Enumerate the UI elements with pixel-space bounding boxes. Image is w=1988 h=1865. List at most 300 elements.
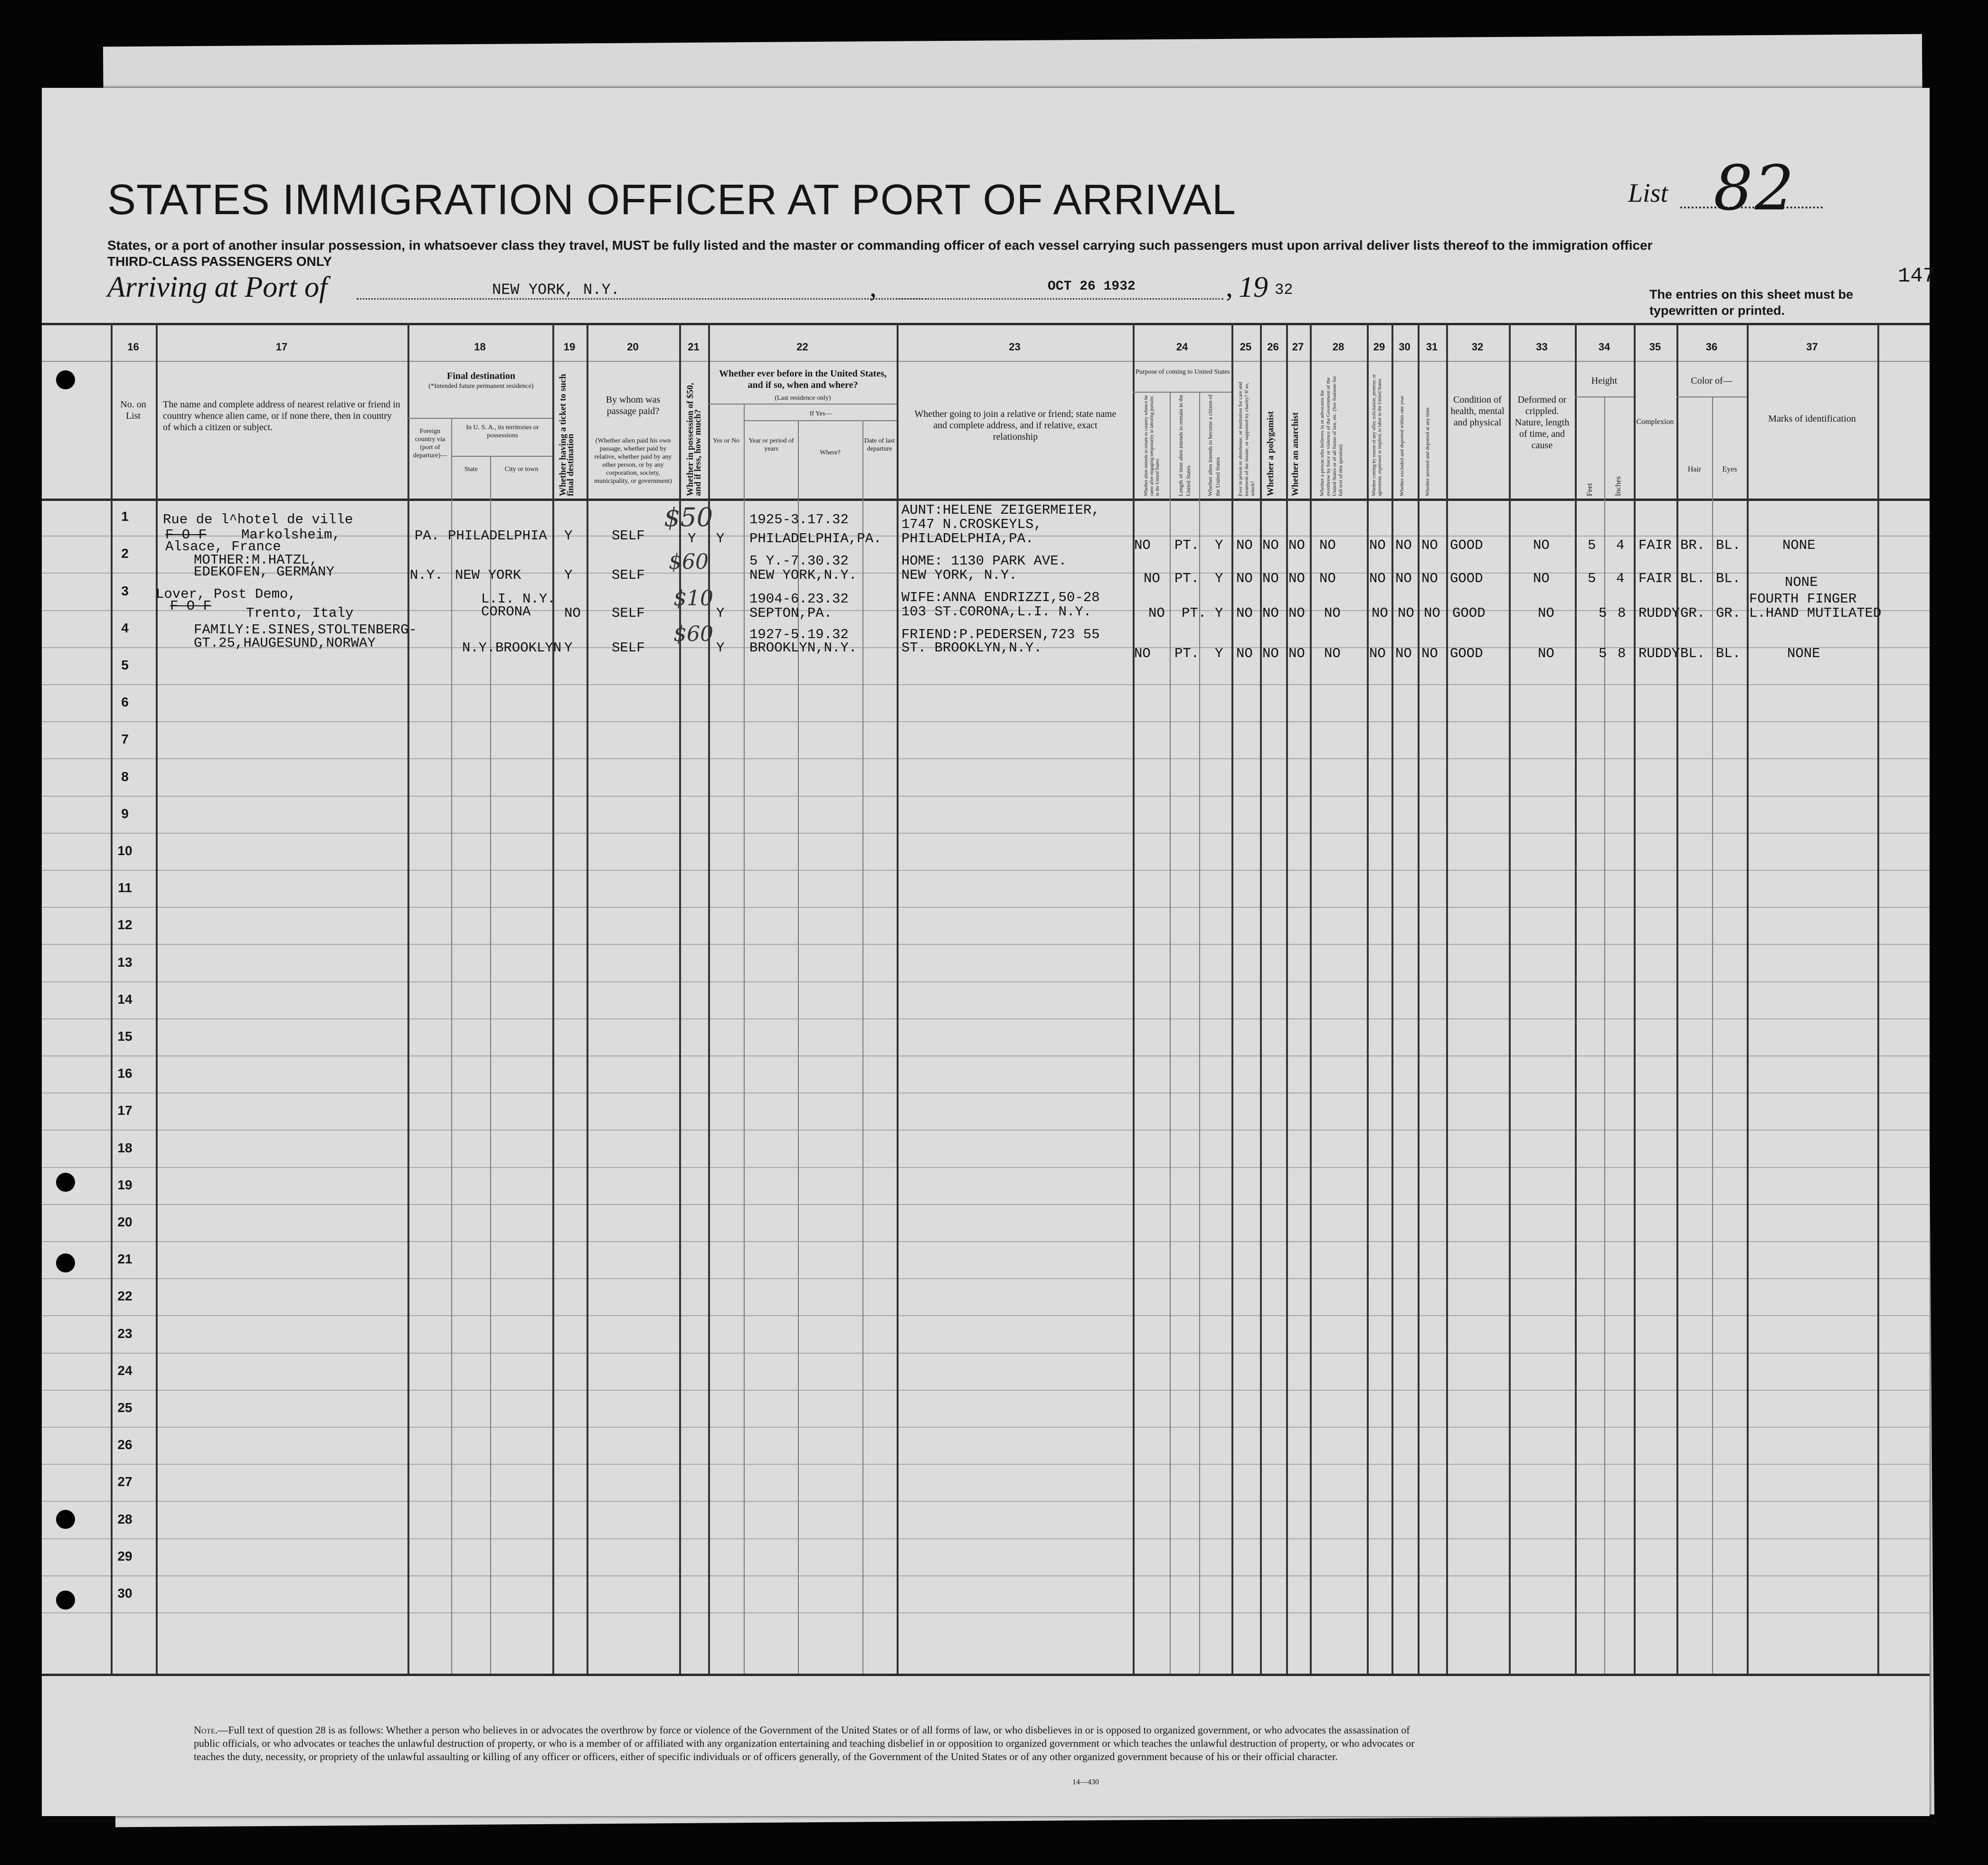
eye-color: BL.: [1716, 571, 1741, 586]
dest-city: PHILADELPHIA: [448, 528, 547, 544]
join-line-1: AUNT:HELENE ZEIGERMEIER,: [901, 502, 1100, 518]
ticket: Y: [564, 567, 573, 583]
col-rule: [1170, 392, 1171, 1674]
dest-state: PA.: [415, 528, 440, 544]
subhead-rule: [1575, 396, 1634, 397]
col-rule: [1199, 392, 1200, 1674]
col-30: NO: [1398, 605, 1414, 621]
health: GOOD: [1452, 605, 1486, 621]
identification-marks-line-2: L.HAND MUTILATED: [1749, 605, 1882, 621]
header-polygamist: Whether a polygamist: [1266, 411, 1276, 496]
col-28: NO: [1319, 537, 1336, 553]
length-of-stay: PT.: [1182, 605, 1207, 621]
row-rule: [42, 944, 1930, 945]
row-rule: [42, 1278, 1930, 1279]
header-foreign-country: Foreign country via (port of departure)—: [413, 428, 447, 459]
col-28: NO: [1324, 646, 1341, 661]
dest-state: N.Y.: [410, 567, 443, 583]
header-health: Condition of health, mental and physical: [1450, 395, 1505, 428]
row-rule: [42, 1315, 1930, 1316]
dest-state: L.I. N.Y.: [481, 591, 556, 607]
column-number: 19: [563, 341, 576, 353]
intends-citizen: Y: [1215, 605, 1223, 621]
col-26: NO: [1262, 537, 1279, 553]
period: 1927-5.19.32: [749, 627, 849, 642]
height-inches: 4: [1616, 537, 1625, 553]
row-number: 26: [117, 1437, 133, 1452]
column-number: 34: [1598, 341, 1610, 353]
header-contract-labor: Whether coming by reason of any offer, solicitation, promise, or agreement, expressed or implied, to labor in the United States: [1372, 374, 1382, 496]
complexion: FAIR: [1638, 571, 1672, 586]
complexion: RUDDY: [1638, 605, 1680, 621]
header-passage-paid-sub: (Whether alien paid his own passage, whether paid by relative, whether paid by any other person, or by any corporation, society, municipality, or government): [594, 437, 672, 485]
row-rule: [42, 1538, 1930, 1539]
join-line-1: FRIEND:P.PEDERSEN,723 55: [901, 627, 1100, 642]
health: GOOD: [1450, 646, 1483, 661]
col-29: NO: [1369, 537, 1386, 553]
column-number: 16: [127, 341, 139, 353]
intends-return: NO: [1144, 571, 1160, 586]
typewritten-notice: The entries on this sheet must be typewritten or printed.: [1649, 287, 1854, 318]
relative-line-2: GT.25,HAUGESUND,NORWAY: [194, 635, 376, 651]
identification-marks: NONE: [1785, 575, 1818, 590]
col-rule: [407, 323, 409, 1674]
row-number: 12: [117, 917, 133, 932]
manifest-form: [42, 323, 1930, 1747]
deformed: NO: [1538, 646, 1554, 661]
col-rule: [587, 323, 588, 1674]
ever-before: Y: [716, 531, 725, 546]
arrival-date-stamp: OCT 26 1932: [1048, 279, 1136, 294]
period: 5 Y.-7.30.32: [749, 553, 849, 569]
where: NEW YORK,N.Y.: [749, 567, 857, 583]
row-number: 3: [121, 583, 129, 598]
col-rule: [862, 420, 863, 1674]
intends-citizen: Y: [1215, 571, 1223, 586]
header-question-28: Whether a person who believes in or advocates the overthrow by force or violence of the Government of the United States or of all forms of law, etc. (See footnote for full text of this question): [1319, 376, 1344, 496]
col-rule: [1231, 323, 1233, 1674]
intends-citizen: Y: [1215, 646, 1223, 661]
header-final-destination-sub: (*Intended future permanent residence): [428, 383, 534, 390]
column-number: 33: [1536, 341, 1548, 353]
relative-line-1: Lover, Post Demo,: [156, 586, 296, 602]
col-rule: [451, 418, 452, 1674]
relative-line-3: Alsace, France: [165, 539, 281, 555]
row-number: 11: [118, 880, 132, 895]
subhead-rule: [407, 418, 552, 419]
column-number: 29: [1373, 341, 1385, 353]
eye-color: GR.: [1716, 605, 1741, 621]
join-line-1: WIFE:ANNA ENDRIZZI,50-28: [901, 590, 1100, 605]
relative-line-2: Trento, Italy: [246, 605, 354, 621]
binder-hole: [56, 1591, 75, 1610]
col-31: NO: [1421, 571, 1438, 586]
col-25: NO: [1236, 537, 1253, 553]
relative-line-1: Rue de l^hotel de ville: [163, 512, 353, 527]
hair-color: BL.: [1680, 571, 1705, 586]
row-number: 30: [117, 1586, 133, 1601]
year-suffix: 32: [1275, 281, 1293, 299]
join-line-2: ST. BROOKLYN,N.Y.: [901, 640, 1042, 656]
col-29: NO: [1372, 605, 1388, 621]
footnote-text: —Full text of question 28 is as follows: Whether a person who believes in or advocates the overthrow by force or violence of the Government of the United States or of all forms of law, or who disbelieves in or is opposed to organized government, or who advocates the assassination of public officials, or who advocates or teaches the unlawful destruction of property, or who is a member of or affiliated with any organization entertaining and teaching disbelief in or opposition to organized government or which teaches the unlawful destruction of property, or who advocates or teaches the duty, necessity, or propriety of the unlawful assaulting or killing of any officer or officers, either of specific individuals or of officers generally, of the Government of the United States or of any other organized government because of his or their official character.: [194, 1724, 1415, 1762]
row-rule: [42, 1575, 1930, 1576]
header-city: City or town: [504, 466, 539, 473]
subtitle-line-2: THIRD-CLASS PASSENGERS ONLY: [107, 254, 332, 269]
column-number: 26: [1267, 341, 1279, 353]
col-29: NO: [1369, 646, 1386, 661]
column-number: 21: [688, 341, 700, 353]
row-number: 23: [117, 1326, 133, 1341]
intends-return: NO: [1134, 646, 1151, 661]
row-number: 19: [117, 1177, 133, 1192]
header-ever-before-sub: (Last residence only): [775, 395, 831, 402]
height-inches: 4: [1616, 571, 1625, 586]
col-rule: [490, 456, 491, 1674]
header-purpose: Purpose of coming to United States: [1136, 368, 1230, 376]
subhead-rule: [1676, 396, 1747, 397]
header-final-destination: Final destination: [447, 371, 515, 381]
row-rule: [42, 684, 1930, 685]
column-number: 31: [1426, 341, 1438, 353]
binder-hole: [56, 1173, 75, 1192]
col-31: NO: [1421, 646, 1438, 661]
row-number: 18: [117, 1140, 133, 1155]
ever-before: Y: [716, 640, 725, 656]
header-bottom-rule: [42, 499, 1930, 501]
period: 1925-3.17.32: [749, 512, 849, 527]
where: BROOKLYN,N.Y.: [749, 640, 857, 656]
identification-marks: NONE: [1782, 537, 1816, 553]
header-eyes: Eyes: [1722, 465, 1737, 473]
money-handwritten: $60: [673, 622, 713, 646]
column-number: 27: [1292, 341, 1304, 353]
binder-hole: [56, 1253, 75, 1272]
ticket: NO: [564, 605, 581, 621]
row-number: 9: [121, 806, 129, 821]
col-26: NO: [1262, 646, 1279, 661]
join-line-1: HOME: 1130 PARK AVE.: [901, 553, 1067, 569]
col-28: NO: [1324, 605, 1341, 621]
col-rule: [1446, 323, 1448, 1674]
col-31: NO: [1424, 605, 1440, 621]
header-no-on-list: No. on List: [120, 399, 146, 421]
height-feet: 5: [1599, 646, 1607, 661]
col-rule: [1634, 323, 1636, 1674]
identification-marks: FOURTH FINGER: [1749, 591, 1857, 607]
row-number: 10: [117, 843, 133, 858]
column-number: 32: [1471, 341, 1484, 353]
row-number: 15: [117, 1029, 133, 1044]
row-number: 8: [121, 769, 129, 784]
row-rule: [42, 833, 1930, 834]
column-number: 23: [1009, 341, 1021, 353]
col-30: NO: [1395, 537, 1412, 553]
form-top-rule: [42, 323, 1930, 325]
row-number: 6: [121, 695, 129, 710]
col-26: NO: [1262, 571, 1279, 586]
subhead-rule: [744, 420, 897, 421]
header-feet: Feet: [1586, 483, 1594, 496]
intends-return: NO: [1148, 605, 1165, 621]
column-number: 35: [1649, 341, 1661, 353]
row-rule: [42, 870, 1930, 871]
header-deformed: Deformed or crippled. Nature, length of time, and cause: [1515, 395, 1570, 451]
row-number: 28: [117, 1511, 133, 1526]
relative-struck: F O F: [165, 527, 207, 543]
identification-marks: NONE: [1787, 646, 1820, 661]
header-inches: Inches: [1614, 476, 1622, 496]
subhead-rule: [451, 456, 552, 457]
dest-city: CORONA: [481, 604, 531, 620]
column-number: 17: [275, 341, 288, 353]
col-30: NO: [1395, 571, 1412, 586]
row-number: 21: [117, 1252, 133, 1267]
col-25: NO: [1236, 571, 1253, 586]
relative-line-1: FAMILY:E.SINES,STOLTENBERG-: [194, 622, 417, 638]
join-line-3: PHILADELPHIA,PA.: [901, 531, 1034, 546]
money-handwritten: $60: [669, 550, 709, 574]
header-passage-paid: By whom was passage paid?: [606, 395, 661, 416]
passage-paid: SELF: [612, 605, 645, 621]
row-number: 7: [121, 732, 129, 747]
header-intends-return: Whether alien intends to return to country whence he came after engaging temporarily in laboring pursuits in the United States: [1144, 395, 1160, 496]
column-number: 24: [1176, 341, 1188, 353]
join-line-2: NEW YORK, N.Y.: [901, 567, 1017, 583]
list-label: List: [1628, 179, 1668, 208]
header-anarchist: Whether an anarchist: [1290, 412, 1300, 496]
row-number: 27: [117, 1474, 133, 1489]
date-dotted-line: [896, 298, 1223, 300]
passage-paid: SELF: [612, 528, 645, 544]
relative-struck: F O F: [170, 598, 212, 614]
comma-mark: ,: [1226, 271, 1233, 302]
col-rule: [1712, 396, 1713, 1674]
year-prefix: 19: [1239, 271, 1268, 303]
row-number: 16: [117, 1066, 133, 1081]
list-number: 82: [1713, 152, 1796, 224]
header-ticket: Whether having a ticket to such final destination: [558, 374, 576, 496]
row-rule: [42, 1055, 1930, 1056]
header-relative-address: The name and complete address of nearest relative or friend in country whence alien came, or if none there, then in country of which a citizen or subject.: [163, 399, 400, 433]
header-period: Year or period of years: [748, 437, 794, 452]
col-rule: [897, 323, 899, 1674]
dest-state: N.Y.: [462, 640, 495, 656]
column-number: 37: [1806, 341, 1818, 353]
column-number: 20: [627, 341, 639, 353]
binder-hole: [56, 370, 75, 389]
col-rule: [1509, 323, 1511, 1674]
row-rule: [42, 907, 1930, 908]
footnote: [194, 1724, 1429, 1763]
hair-color: GR.: [1680, 605, 1705, 621]
page-title: STATES IMMIGRATION OFFICER AT PORT OF ARRIVAL: [107, 176, 1236, 224]
header-excluded: Whether excluded and deported within one year: [1399, 396, 1405, 496]
height-inches: 8: [1618, 646, 1626, 661]
header-color-of: Color of—: [1691, 376, 1732, 386]
header-if-yes: If Yes—: [809, 410, 832, 417]
dest-city: NEW YORK: [455, 567, 521, 583]
ever-before: Y: [716, 605, 725, 621]
col-rule: [1575, 323, 1577, 1674]
row-number: 25: [117, 1400, 133, 1415]
header-arrested: Whether arrested and deported at any time: [1425, 407, 1430, 496]
col-rule: [1392, 323, 1393, 1674]
col-25: NO: [1236, 605, 1253, 621]
col-27: NO: [1288, 537, 1305, 553]
header-intends-citizen: Whether alien intends to become a citizen of the United States: [1207, 394, 1221, 496]
dest-city: BROOKLYN: [495, 640, 562, 656]
subtitle-line-1: States, or a port of another insular possession, in whatsoever class they travel, MUST be fully listed and the master or commanding officer of each vessel carrying such passengers must upon arrival deliver lists thereof to the immigration officer: [107, 238, 1653, 253]
column-number: 28: [1332, 341, 1344, 353]
row-number: 17: [117, 1103, 133, 1118]
comma-mark: ,: [870, 271, 877, 302]
row-rule: [42, 1241, 1930, 1242]
col-rule: [1286, 323, 1288, 1674]
health: GOOD: [1450, 537, 1483, 553]
header-in-usa: In U. S. A., its territories or possessions: [466, 424, 539, 439]
binder-hole: [56, 1510, 75, 1529]
row-number: 13: [117, 954, 133, 970]
header-ever-before: Whether ever before in the United States, and if so, when and where?: [719, 368, 887, 390]
height-inches: 8: [1618, 605, 1626, 621]
col-rule: [1310, 323, 1312, 1674]
length-of-stay: PT.: [1174, 646, 1200, 661]
row-number: 4: [121, 620, 129, 635]
col-rule: [1877, 323, 1879, 1674]
header-complexion: Complexion: [1636, 418, 1674, 426]
col-29: NO: [1369, 571, 1386, 586]
relative-line-2: Markolsheim,: [241, 527, 341, 543]
col-28: NO: [1319, 571, 1336, 586]
height-feet: 5: [1599, 605, 1607, 621]
header-join-relative: Whether going to join a relative or friend; state name and complete address, and if relative, exact relationship: [914, 409, 1117, 442]
money-handwritten: $50: [664, 502, 713, 532]
col-rule: [1260, 323, 1262, 1674]
row-number: 22: [117, 1289, 133, 1304]
eye-color: BL.: [1716, 537, 1741, 553]
height-feet: 5: [1588, 571, 1596, 586]
col-30: NO: [1395, 646, 1412, 661]
row-number: 5: [121, 658, 129, 672]
row-rule: [42, 981, 1930, 982]
row-rule: [42, 1612, 1930, 1613]
row-rule: [42, 1464, 1930, 1465]
row-rule: [42, 1353, 1930, 1354]
col-27: NO: [1288, 646, 1305, 661]
ticket: Y: [564, 640, 573, 656]
col-26: NO: [1262, 605, 1279, 621]
hair-color: BR.: [1680, 537, 1705, 553]
money-handwritten: $10: [673, 586, 713, 611]
col-rule: [1367, 323, 1369, 1674]
col-rule: [552, 323, 554, 1674]
header-last-departure: Date of last departure: [864, 437, 895, 452]
col-rule: [1133, 323, 1135, 1674]
column-number: 30: [1399, 341, 1411, 353]
intends-return: NO: [1134, 537, 1151, 553]
header-hair: Hair: [1687, 465, 1702, 473]
passage-paid: SELF: [612, 567, 645, 583]
length-of-stay: PT.: [1174, 571, 1200, 586]
column-number: 25: [1240, 341, 1252, 353]
row-number: 24: [117, 1363, 133, 1378]
row-number: 2: [121, 546, 129, 561]
row-rule: [42, 1390, 1930, 1391]
join-line-2: 103 ST.CORONA,L.I. N.Y.: [901, 604, 1092, 620]
eye-color: BL.: [1716, 646, 1741, 661]
header-yes-no: Yes or No: [712, 437, 740, 444]
col-27: NO: [1288, 605, 1305, 621]
row-rule: [42, 796, 1930, 797]
column-number: 36: [1705, 341, 1718, 353]
row-number: 14: [117, 991, 133, 1007]
deformed: NO: [1533, 571, 1550, 586]
row-number: 29: [117, 1548, 133, 1564]
col-rule: [1747, 323, 1749, 1674]
col-rule: [1604, 396, 1605, 1674]
header-where: Where?: [820, 449, 841, 456]
list-number-box: [1628, 154, 1832, 230]
col-rule: [1676, 323, 1678, 1674]
manifest-sheet: [42, 88, 1936, 1816]
row-number: 1: [121, 509, 129, 524]
header-state: State: [464, 466, 478, 473]
column-number: 18: [474, 341, 486, 353]
row-number: 20: [117, 1215, 133, 1229]
join-line-2: 1747 N.CROSKEYLS,: [901, 517, 1042, 532]
form-bottom-rule: [42, 1674, 1930, 1676]
header-marks: Marks of identification: [1768, 414, 1856, 424]
column-number-rule: [42, 361, 1930, 362]
row-rule: [42, 1501, 1930, 1502]
where: SEPTON,PA.: [749, 605, 833, 621]
col-27: NO: [1288, 571, 1305, 586]
intends-citizen: Y: [1215, 537, 1223, 553]
height-feet: 5: [1588, 537, 1596, 553]
length-of-stay: PT.: [1174, 537, 1200, 553]
row-rule: [42, 1167, 1930, 1168]
page-subtitle: [107, 237, 1653, 270]
footnote-label: Note.: [194, 1724, 218, 1736]
header-length-of-stay: Length of time alien intends to remain in the United States: [1177, 395, 1192, 496]
row-rule: [42, 1018, 1930, 1019]
column-number: 22: [796, 341, 808, 353]
col-rule: [744, 404, 745, 1674]
header-money: Whether in possession of $50, and if less, how much?: [685, 383, 703, 496]
header-height: Height: [1591, 376, 1618, 386]
row-rule: [42, 1204, 1930, 1205]
col-31: NO: [1421, 537, 1438, 553]
arriving-line: [107, 271, 1293, 313]
health: GOOD: [1450, 571, 1483, 586]
where: PHILADELPHIA,PA.: [749, 531, 882, 546]
deformed: NO: [1538, 605, 1554, 621]
form-number: 14—430: [1072, 1778, 1099, 1786]
hair-color: BL.: [1680, 646, 1705, 661]
stamp-number: 147: [1898, 264, 1936, 288]
col-rule: [1418, 323, 1420, 1674]
subhead-rule: [708, 404, 897, 405]
header-prison: Ever in prison or almshouse, or institution for care and treatment of the insane, or supported by charity? If so, which?: [1238, 382, 1256, 496]
money-check: Y: [688, 531, 696, 546]
row-rule: [42, 758, 1930, 759]
complexion: RUDDY: [1638, 646, 1680, 661]
complexion: FAIR: [1638, 537, 1672, 553]
row-rule: [42, 1427, 1930, 1428]
subhead-rule: [1133, 392, 1231, 393]
ticket: Y: [564, 528, 573, 544]
